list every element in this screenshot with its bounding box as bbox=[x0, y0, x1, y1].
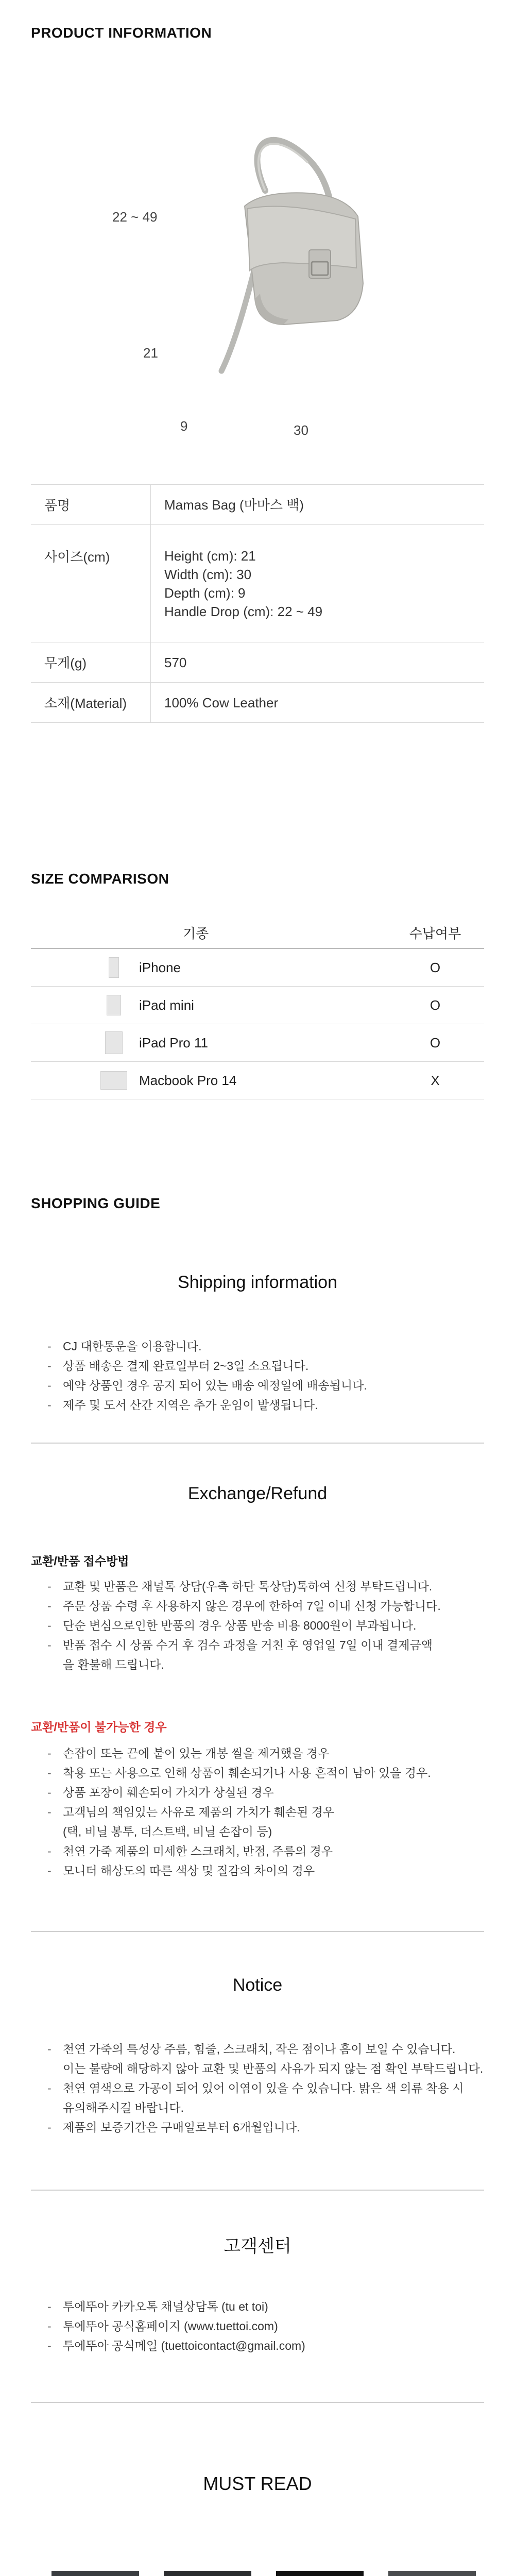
dim-width: 30 bbox=[294, 422, 308, 438]
spec-weight-label: 무게(g) bbox=[31, 642, 151, 683]
exchange-not-possible-list bbox=[47, 1743, 431, 1880]
size-device-name: Macbook Pro 14 bbox=[139, 1073, 237, 1088]
list-item: - 천연 염색으로 가공이 되어 있어 이염이 있을 수 있습니다. 밝은 색 의류 착용 시 bbox=[47, 2078, 483, 2098]
list-item: 유의해주시길 바랍니다. bbox=[63, 2101, 184, 2114]
scratch-sample-image bbox=[52, 2571, 139, 2576]
list-item: - CJ 대한통운을 이용합니다. bbox=[47, 1336, 367, 1356]
size-device-name: iPad Pro 11 bbox=[139, 1035, 208, 1050]
divider bbox=[31, 2402, 484, 2403]
list-item: - 고객님의 책임있는 사유로 제품의 가치가 훼손된 경우 bbox=[47, 1802, 431, 1822]
divider bbox=[31, 1443, 484, 1444]
size-device-name: iPad mini bbox=[139, 997, 194, 1013]
macbook-thumbnail bbox=[100, 1069, 127, 1092]
spec-size-handle: Handle Drop (cm): 22 ~ 49 bbox=[164, 603, 323, 619]
exchange-how-list bbox=[47, 1577, 441, 1674]
notice-list bbox=[47, 2039, 483, 2137]
shipping-list bbox=[47, 1336, 367, 1415]
bag-illustration bbox=[154, 129, 371, 438]
list-item: - 손잡이 또는 끈에 붙어 있는 개봉 씰을 제거했을 경우 bbox=[47, 1743, 431, 1763]
size-row-ipad-pro bbox=[31, 1024, 484, 1062]
spec-weight-value: 570 bbox=[151, 642, 485, 683]
product-image bbox=[154, 129, 371, 438]
exchange-how-title: 교환/반품 접수방법 bbox=[31, 1554, 129, 1568]
size-col-fit: 수납여부 bbox=[409, 926, 461, 941]
shipping-title: Shipping information bbox=[178, 1273, 337, 1292]
size-fit-value: O bbox=[430, 1035, 441, 1050]
dim-height: 21 bbox=[143, 345, 158, 361]
list-item: 이는 불량에 해당하지 않아 교환 및 반품의 사유가 되지 않는 점 확인 부탁드립니다. bbox=[63, 2062, 484, 2075]
spec-name-value: Mamas Bag (마마스 백) bbox=[151, 485, 485, 525]
spec-size-width: Width (cm): 30 bbox=[164, 566, 252, 582]
list-item: (택, 비닐 봉투, 더스트백, 비닐 손잡이 등) bbox=[63, 1825, 272, 1838]
list-item: - 투에뚜아 공식홈페이지 (www.tuettoi.com) bbox=[47, 2316, 305, 2336]
dim-handle-drop: 22 ~ 49 bbox=[112, 209, 158, 225]
size-device-name: iPhone bbox=[139, 960, 181, 975]
spec-row-material bbox=[31, 683, 484, 723]
spec-material-label: 소재(Material) bbox=[31, 683, 151, 723]
list-item: - 투에뚜아 공식메일 (tuettoicontact@gmail.com) bbox=[47, 2336, 305, 2355]
size-fit-value: O bbox=[430, 997, 441, 1013]
dim-depth: 9 bbox=[180, 418, 188, 434]
list-item: - 예약 상품인 경우 공지 되어 있는 배송 예정일에 배송됩니다. bbox=[47, 1376, 367, 1395]
size-row-ipad-mini bbox=[31, 987, 484, 1024]
list-item: - 제주 및 도서 산간 지역은 추가 운임이 발생됩니다. bbox=[47, 1395, 367, 1415]
natural-wrinkle-sample-image bbox=[276, 2571, 364, 2576]
ipad-pro-thumbnail bbox=[100, 1031, 127, 1054]
scar-spot-sample-image bbox=[388, 2571, 476, 2576]
size-fit-value: X bbox=[431, 1073, 440, 1088]
exchange-title: Exchange/Refund bbox=[187, 1484, 328, 1503]
list-item: - 착용 또는 사용으로 인해 상품이 훼손되거나 사용 흔적이 남아 있을 경우. bbox=[47, 1763, 431, 1783]
exchange-not-possible-title: 교환/반품이 불가능한 경우 bbox=[31, 1720, 167, 1734]
spec-size-values bbox=[151, 525, 485, 642]
spec-row-name bbox=[31, 485, 484, 525]
spec-size-height: Height (cm): 21 bbox=[164, 548, 256, 564]
list-item: - 천연 가죽 제품의 미세한 스크래치, 반점, 주름의 경우 bbox=[47, 1841, 431, 1861]
list-item: - 제품의 보증기간은 구매일로부터 6개월입니다. bbox=[47, 2117, 483, 2137]
list-item: - 교환 및 반품은 채널톡 상담(우측 하단 톡상담)톡하여 신청 부탁드립니다. bbox=[47, 1577, 441, 1596]
spec-material-value: 100% Cow Leather bbox=[151, 683, 485, 723]
shopping-guide-title: SHOPPING GUIDE bbox=[31, 1195, 161, 1211]
size-row-iphone bbox=[31, 949, 484, 987]
list-item: 을 환불해 드립니다. bbox=[63, 1658, 164, 1671]
notice-title: Notice bbox=[232, 1975, 283, 1995]
list-item: - 반품 접수 시 상품 수거 후 검수 과정을 거친 후 영업일 7일 이내 결제금액 bbox=[47, 1635, 441, 1655]
size-comparison-title: SIZE COMPARISON bbox=[31, 871, 169, 887]
list-item: - 단순 변심으로인한 반품의 경우 상품 반송 비용 8000원이 부과됩니다. bbox=[47, 1616, 441, 1635]
must-read-title: MUST READ bbox=[203, 2473, 312, 2494]
spec-size-depth: Depth (cm): 9 bbox=[164, 585, 246, 601]
iphone-thumbnail bbox=[100, 956, 127, 979]
product-info-title: PRODUCT INFORMATION bbox=[31, 25, 212, 41]
list-item: - 천연 가죽의 특성상 주름, 힘줄, 스크래치, 작은 점이나 흠이 보일 수 있습니다. bbox=[47, 2039, 483, 2059]
product-spec-table bbox=[31, 484, 484, 723]
spec-row-weight bbox=[31, 642, 484, 683]
divider bbox=[31, 2190, 484, 2191]
spec-row-size bbox=[31, 525, 484, 642]
spec-name-label: 품명 bbox=[31, 485, 151, 525]
hide-mark-sample-image bbox=[164, 2571, 251, 2576]
list-item: - 주문 상품 수령 후 사용하지 않은 경우에 한하여 7일 이내 신청 가능합니다. bbox=[47, 1596, 441, 1616]
list-item: - 투에뚜아 카카오톡 채널상담톡 (tu et toi) bbox=[47, 2297, 305, 2316]
divider bbox=[31, 1931, 484, 1932]
size-col-device: 기종 bbox=[183, 926, 209, 941]
list-item: - 상품 배송은 결제 완료일부터 2~3일 소요됩니다. bbox=[47, 1356, 367, 1376]
customer-center-title: 고객센터 bbox=[224, 2236, 291, 2256]
list-item: - 모니터 해상도의 따른 색상 및 질감의 차이의 경우 bbox=[47, 1861, 431, 1880]
spec-size-label: 사이즈(cm) bbox=[31, 525, 151, 642]
ipad-mini-thumbnail bbox=[100, 994, 127, 1016]
size-table-header bbox=[31, 917, 484, 949]
customer-center-list bbox=[47, 2297, 305, 2355]
list-item: - 상품 포장이 훼손되어 가치가 상실된 경우 bbox=[47, 1783, 431, 1802]
size-fit-value: O bbox=[430, 960, 441, 975]
size-row-macbook bbox=[31, 1062, 484, 1099]
